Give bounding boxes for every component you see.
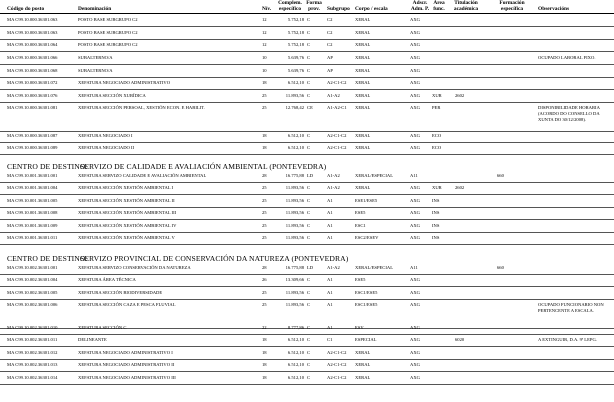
row-divider [0, 219, 614, 220]
cell-obs: A EXTINGUIR, D.A. 9ª LEPG. [538, 337, 597, 342]
cell-sub: A1-A2 [327, 265, 340, 270]
cell-niv: 12 [262, 42, 267, 47]
col-header-formacion: Formación específica [499, 0, 525, 12]
cell-area: INS [432, 198, 440, 203]
cell-adscr: AXG [410, 362, 420, 367]
table-row [0, 42, 614, 54]
section-label: CENTRO DE DESTINO: [7, 254, 88, 263]
cell-forma: C [307, 185, 311, 190]
cell-corpo: XERAL [355, 42, 371, 47]
cell-den: XEFATURA SECCIÓN CAZA E PESCA FLUVIAL [78, 302, 176, 307]
cell-forma: C [307, 362, 311, 367]
cell-sub: A2-C1-C2 [327, 375, 347, 380]
cell-adscr: AXG [410, 30, 420, 35]
table-row [0, 145, 614, 157]
cell-codigo: MA C99.10.002.36301.010 [7, 325, 58, 330]
table-row [0, 325, 614, 337]
cell-niv: 18 [262, 80, 267, 85]
cell-corpo: ESC1/ESE5 [355, 302, 378, 307]
cell-adscr: AXG [410, 42, 420, 47]
cell-adscr: AXG [410, 80, 420, 85]
cell-adscr: A11 [410, 265, 418, 270]
cell-codigo: MA C99.10.002.36301.004 [7, 277, 58, 282]
table-row [0, 105, 614, 122]
cell-form: 660 [497, 173, 504, 178]
cell-adscr: AXG [410, 133, 420, 138]
cell-area: ECO [432, 133, 442, 138]
cell-corpo: ESC1/ESE5 [355, 290, 378, 295]
cell-codigo: MA C99.10.000.36301.089 [7, 145, 58, 150]
cell-den: XEFATURA SECCIÓN XESTIÓN AMBIENTAL III [78, 210, 177, 215]
table-row [0, 185, 614, 197]
cell-niv: 12 [262, 30, 267, 35]
cell-adscr: AXG [410, 210, 420, 215]
cell-den: XEFATURA SECCIÓN XESTIÓN AMBIENTAL II [78, 198, 175, 203]
cell-adscr: AXG [410, 337, 420, 342]
cell-corpo: XERAL [355, 362, 371, 367]
cell-comp: 16.775,88 [285, 265, 304, 270]
cell-adscr: AXG [410, 105, 420, 110]
cell-corpo: XERAL [355, 30, 371, 35]
cell-corpo: ESE1/ESE5 [355, 198, 378, 203]
cell-codigo: MA C99.10.000.36301.081 [7, 105, 58, 110]
cell-comp: 6.512,10 [287, 133, 304, 138]
cell-comp: 11.893,56 [285, 290, 304, 295]
col-header-nivel: Nív. [262, 6, 272, 12]
col-header-complemento: Complem. específico [278, 0, 302, 12]
cell-den: XEFATURA SECCIÓN XURÍDICA [78, 93, 146, 98]
cell-sub: AP [327, 68, 333, 73]
cell-corpo: ESC1 [355, 223, 366, 228]
cell-corpo: XERAL [355, 93, 371, 98]
cell-obs: DISPONIBILIDADE HORARIA (ACORDO DO CONSELLO DA XUNTA DO 30/12/2008). [538, 105, 600, 122]
cell-forma: C [307, 17, 311, 22]
cell-niv: 18 [262, 133, 267, 138]
cell-corpo: XERAL/ESPECIAL [355, 173, 394, 178]
cell-den: XEFATURA SECCIÓN PERSOAL, XESTIÓN ECON. E HABILIT. [78, 105, 205, 110]
cell-sub: A1 [327, 210, 333, 215]
cell-codigo: MA C99.10.000.36301.072 [7, 80, 58, 85]
cell-adscr: AXG [410, 325, 420, 330]
cell-forma: C [307, 80, 311, 85]
cell-corpo: XERAL [355, 350, 371, 355]
cell-niv: 18 [262, 337, 267, 342]
cell-comp: 6.512,10 [287, 375, 304, 380]
cell-adscr: AXG [410, 55, 420, 60]
table-row [0, 223, 614, 235]
cell-den: DELINEANTE [78, 337, 107, 342]
cell-forma: C [307, 30, 311, 35]
cell-codigo: MA C99.10.000.36301.063 [7, 30, 58, 35]
cell-codigo: MA C99.10.000.36301.063 [7, 17, 58, 22]
section-label: CENTRO DE DESTINO: [7, 162, 88, 171]
cell-sub: A2-C1-C2 [327, 350, 347, 355]
cell-forma: C [307, 223, 311, 228]
cell-den: XEFATURA NEGOCIADO II [78, 145, 135, 150]
cell-sub: AP [327, 55, 333, 60]
cell-adscr: AXG [410, 235, 420, 240]
cell-obs: OCUPADO LABORAL FIXO. [538, 55, 596, 60]
cell-comp: 11.893,56 [285, 302, 304, 307]
cell-adscr: AXG [410, 302, 420, 307]
cell-comp: 5.752,18 [287, 30, 304, 35]
cell-codigo: MA C99.10.000.36301.068 [7, 68, 58, 73]
cell-forma: LD [307, 265, 314, 270]
cell-sub: A1-A2-C1 [327, 105, 347, 110]
cell-niv: 12 [262, 17, 267, 22]
cell-sub: A1-A2 [327, 185, 340, 190]
cell-niv: 28 [262, 265, 267, 270]
table-row [0, 290, 614, 302]
cell-comp: 12.768,42 [285, 105, 304, 110]
section-title: SERVIZO PROVINCIAL DE CONSERVACIÓN DA NATUREZA (PONTEVEDRA) [80, 254, 349, 263]
section-heading-calidade [7, 162, 327, 171]
table-row [0, 210, 614, 222]
row-divider [0, 64, 614, 65]
cell-adscr: AXG [410, 198, 420, 203]
cell-comp: 5.639,76 [287, 68, 304, 73]
cell-adscr: AXG [410, 375, 420, 380]
cell-codigo: MA C99.10.000.36301.087 [7, 133, 58, 138]
cell-adscr: A11 [410, 173, 418, 178]
cell-corpo: XERAL/ESPECIAL [355, 265, 394, 270]
row-divider [0, 194, 614, 195]
cell-comp: 5.639,76 [287, 55, 304, 60]
col-header-titulacion: Titulación académica [453, 0, 479, 12]
cell-forma: C [307, 337, 311, 342]
cell-corpo: XERAL [355, 68, 371, 73]
cell-niv: 25 [262, 235, 267, 240]
cell-niv: 18 [262, 145, 267, 150]
cell-adscr: AXG [410, 93, 420, 98]
cell-codigo: MA C99.10.002.36301.013 [7, 362, 58, 367]
row-divider [0, 359, 614, 360]
col-header-adscricion: Adscr. Adm. P. [410, 0, 430, 12]
cell-forma: LD [307, 173, 314, 178]
row-divider [0, 244, 614, 245]
cell-adscr: AXG [410, 145, 420, 150]
cell-codigo: MA C99.10.001.36301.001 [7, 173, 58, 178]
cell-tit: 2602 [455, 93, 465, 98]
cell-niv: 22 [262, 325, 267, 330]
row-divider [0, 77, 614, 78]
cell-forma: C [307, 42, 311, 47]
cell-forma: C [307, 235, 311, 240]
table-row [0, 133, 614, 145]
row-divider [0, 207, 614, 208]
col-header-denominacion: Denominación [78, 6, 112, 12]
table-row [0, 350, 614, 362]
cell-den: SUBALTERNO/A [78, 55, 113, 60]
row-divider [0, 384, 614, 385]
cell-comp: 8.777,86 [287, 325, 304, 330]
cell-corpo: ESC2/ESEV [355, 235, 379, 240]
cell-obs: OCUPADO FUNCIONARIO NON PERTENCENTE A ESCALA. [538, 302, 604, 313]
cell-den: XEFATURA NEGOCIADO ADMINISTRATIVO III [78, 375, 176, 380]
cell-adscr: AXG [410, 223, 420, 228]
cell-comp: 11.893,56 [285, 185, 304, 190]
cell-forma: C [307, 350, 311, 355]
cell-corpo: XERAL [355, 17, 371, 22]
cell-comp: 6.512,10 [287, 80, 304, 85]
row-divider [0, 142, 614, 143]
cell-forma: C [307, 277, 311, 282]
cell-sub: A1 [327, 277, 333, 282]
cell-codigo: MA C99.10.002.36301.012 [7, 350, 58, 355]
cell-sub: A1 [327, 325, 333, 330]
table-row [0, 265, 614, 277]
table-row [0, 55, 614, 67]
cell-comp: 13.309,66 [285, 277, 304, 282]
row-divider [0, 299, 614, 300]
cell-forma: C [307, 55, 311, 60]
cell-forma: C [307, 325, 311, 330]
cell-adscr: AXG [410, 68, 420, 73]
row-divider [0, 346, 614, 347]
cell-codigo: MA C99.10.001.36301.011 [7, 235, 58, 240]
cell-area: PER [432, 105, 441, 110]
cell-area: XUR [432, 185, 442, 190]
cell-forma: C [307, 198, 311, 203]
table-row [0, 93, 614, 105]
cell-den: XEFATURA SERVIZO CALIDADE E AVALIACIÓN AMBIENTAL [78, 173, 207, 178]
table-row [0, 68, 614, 80]
cell-comp: 11.893,56 [285, 235, 304, 240]
cell-den: POSTO BASE SUBGRUPO C2 [78, 17, 138, 22]
cell-comp: 6.512,10 [287, 362, 304, 367]
col-header-forma: Forma prov. [306, 0, 322, 12]
cell-comp: 11.893,56 [285, 210, 304, 215]
cell-corpo: XERAL [355, 55, 371, 60]
cell-codigo: MA C99.10.001.36301.008 [7, 210, 58, 215]
cell-niv: 10 [262, 68, 267, 73]
header-divider [0, 13, 614, 14]
cell-codigo: MA C99.10.000.36301.076 [7, 93, 58, 98]
table-row [0, 235, 614, 247]
cell-niv: 25 [262, 223, 267, 228]
cell-niv: 25 [262, 302, 267, 307]
cell-codigo: MA C99.10.001.36301.009 [7, 223, 58, 228]
cell-sub: C2 [327, 30, 333, 35]
row-divider [0, 39, 614, 40]
col-header-area: Área func. [433, 0, 445, 12]
cell-codigo: MA C99.10.002.36301.014 [7, 375, 58, 380]
cell-sub: A1-A2 [327, 173, 340, 178]
cell-comp: 11.893,56 [285, 198, 304, 203]
cell-corpo: ESE5 [355, 277, 366, 282]
cell-niv: 25 [262, 185, 267, 190]
cell-den: XEFATURA NEGOCIADO I [78, 133, 133, 138]
cell-comp: 5.752,18 [287, 42, 304, 47]
cell-den: SUBALTERNO/A [78, 68, 113, 73]
cell-comp: 6.512,10 [287, 145, 304, 150]
cell-niv: 25 [262, 290, 267, 295]
cell-den: POSTO BASE SUBGRUPO C2 [78, 30, 138, 35]
cell-comp: 11.893,56 [285, 93, 304, 98]
cell-forma: CE [307, 105, 313, 110]
cell-area: INS [432, 210, 440, 215]
cell-corpo: ESE5 [355, 210, 366, 215]
cell-tit: 6020 [455, 337, 465, 342]
cell-niv: 18 [262, 375, 267, 380]
row-divider [0, 51, 614, 52]
table-row [0, 302, 614, 314]
cell-sub: A2-C1-C2 [327, 80, 347, 85]
row-divider [0, 232, 614, 233]
section-heading-conservacion [7, 254, 349, 263]
cell-corpo: XERAL [355, 80, 371, 85]
col-header-codigo: Código do posto [7, 6, 45, 12]
cell-sub: A2-C1-C2 [327, 362, 347, 367]
cell-corpo: XERAL [355, 105, 371, 110]
cell-corpo: XERAL [355, 185, 371, 190]
cell-sub: A1 [327, 198, 333, 203]
cell-sub: A1 [327, 235, 333, 240]
cell-niv: 25 [262, 210, 267, 215]
col-header-subgrupo: Subgrupo [327, 6, 350, 12]
cell-adscr: AXG [410, 290, 420, 295]
cell-sub: C1 [327, 337, 333, 342]
cell-codigo: MA C99.10.002.36301.006 [7, 302, 58, 307]
cell-sub: A1-A2 [327, 93, 340, 98]
cell-forma: C [307, 93, 311, 98]
cell-area: ECO [432, 145, 442, 150]
cell-form: 660 [497, 265, 504, 270]
cell-area: INS [432, 235, 440, 240]
cell-codigo: MA C99.10.002.36301.001 [7, 265, 58, 270]
cell-forma: C [307, 133, 311, 138]
cell-den: XEFATURA SECCIÓN C [78, 325, 127, 330]
row-divider [0, 286, 614, 287]
cell-corpo: ESV [355, 325, 364, 330]
row-divider [0, 154, 614, 155]
cell-den: XEFATURA NEGOCIADO ADMINISTRATIVO [78, 80, 171, 85]
cell-comp: 5.752,18 [287, 17, 304, 22]
cell-niv: 28 [262, 173, 267, 178]
cell-niv: 25 [262, 105, 267, 110]
cell-den: XEFATURA SECCIÓN BIODIVERSIDADE [78, 290, 163, 295]
cell-niv: 10 [262, 55, 267, 60]
row-divider [0, 102, 614, 103]
row-divider [0, 334, 614, 335]
cell-adscr: AXG [410, 277, 420, 282]
cell-den: XEFATURA SERVIZO CONSERVACIÓN DA NATUREZA [78, 265, 191, 270]
cell-niv: 25 [262, 198, 267, 203]
table-row [0, 337, 614, 349]
cell-forma: C [307, 290, 311, 295]
cell-niv: 18 [262, 350, 267, 355]
cell-sub: A2-C1-C2 [327, 145, 347, 150]
cell-area: INS [432, 223, 440, 228]
cell-den: XEFATURA SECCIÓN XESTIÓN AMBIENTAL IV [78, 223, 177, 228]
row-divider [0, 131, 614, 132]
cell-niv: 26 [262, 277, 267, 282]
cell-area: XUR [432, 93, 442, 98]
cell-corpo: XERAL [355, 133, 371, 138]
cell-forma: C [307, 210, 311, 215]
cell-den: POSTO BASE SUBGRUPO C2 [78, 42, 138, 47]
col-header-observacions: Observacións [538, 6, 570, 12]
cell-sub: C2 [327, 42, 333, 47]
cell-codigo: MA C99.10.001.36301.004 [7, 185, 58, 190]
cell-comp: 16.775,88 [285, 173, 304, 178]
cell-corpo: ESPECIAL [355, 337, 377, 342]
cell-corpo: XERAL [355, 375, 371, 380]
cell-comp: 6.512,10 [287, 350, 304, 355]
cell-forma: C [307, 302, 311, 307]
cell-forma: C [307, 68, 311, 73]
cell-sub: C2 [327, 17, 333, 22]
cell-corpo: XERAL [355, 145, 371, 150]
row-divider [0, 274, 614, 275]
table-row [0, 80, 614, 92]
cell-codigo: MA C99.10.002.36301.005 [7, 290, 58, 295]
cell-sub: A2-C1-C2 [327, 133, 347, 138]
cell-codigo: MA C99.10.000.36301.064 [7, 42, 58, 47]
cell-sub: A1 [327, 223, 333, 228]
cell-tit: 2602 [455, 185, 465, 190]
cell-den: XEFATURA SECCIÓN XESTIÓN AMBIENTAL I [78, 185, 174, 190]
cell-adscr: AXG [410, 185, 420, 190]
table-row [0, 198, 614, 210]
cell-adscr: AXG [410, 17, 420, 22]
cell-sub: A1 [327, 290, 333, 295]
cell-forma: C [307, 375, 311, 380]
cell-comp: 6.512,10 [287, 337, 304, 342]
section-title: SERVIZO DE CALIDADE E AVALIACIÓN AMBIENTAL (PONTEVEDRA) [80, 162, 327, 171]
cell-den: XEFATURA SECCIÓN XESTIÓN AMBIENTAL V [78, 235, 175, 240]
cell-niv: 18 [262, 362, 267, 367]
cell-den: XEFATURA ÁREA TÉCNICA [78, 277, 136, 282]
cell-forma: C [307, 145, 311, 150]
cell-adscr: AXG [410, 350, 420, 355]
cell-den: XEFATURA NEGOCIADO ADMINISTRATIVO II [78, 362, 175, 367]
cell-comp: 11.893,56 [285, 223, 304, 228]
row-divider [0, 89, 614, 90]
row-divider [0, 26, 614, 27]
cell-codigo: MA C99.10.002.36301.011 [7, 337, 58, 342]
col-header-corpo: Corpo / escala [355, 6, 388, 12]
table-row [0, 30, 614, 42]
row-divider [0, 371, 614, 372]
table-row [0, 375, 614, 387]
table-row [0, 173, 614, 185]
row-divider [0, 182, 614, 183]
cell-den: XEFATURA NEGOCIADO ADMINISTRATIVO I [78, 350, 173, 355]
table-row [0, 17, 614, 29]
cell-codigo: MA C99.10.001.36301.005 [7, 198, 58, 203]
table-row [0, 362, 614, 374]
cell-codigo: MA C99.10.000.36301.066 [7, 55, 58, 60]
cell-niv: 25 [262, 93, 267, 98]
table-row [0, 277, 614, 289]
cell-sub: A1 [327, 302, 333, 307]
